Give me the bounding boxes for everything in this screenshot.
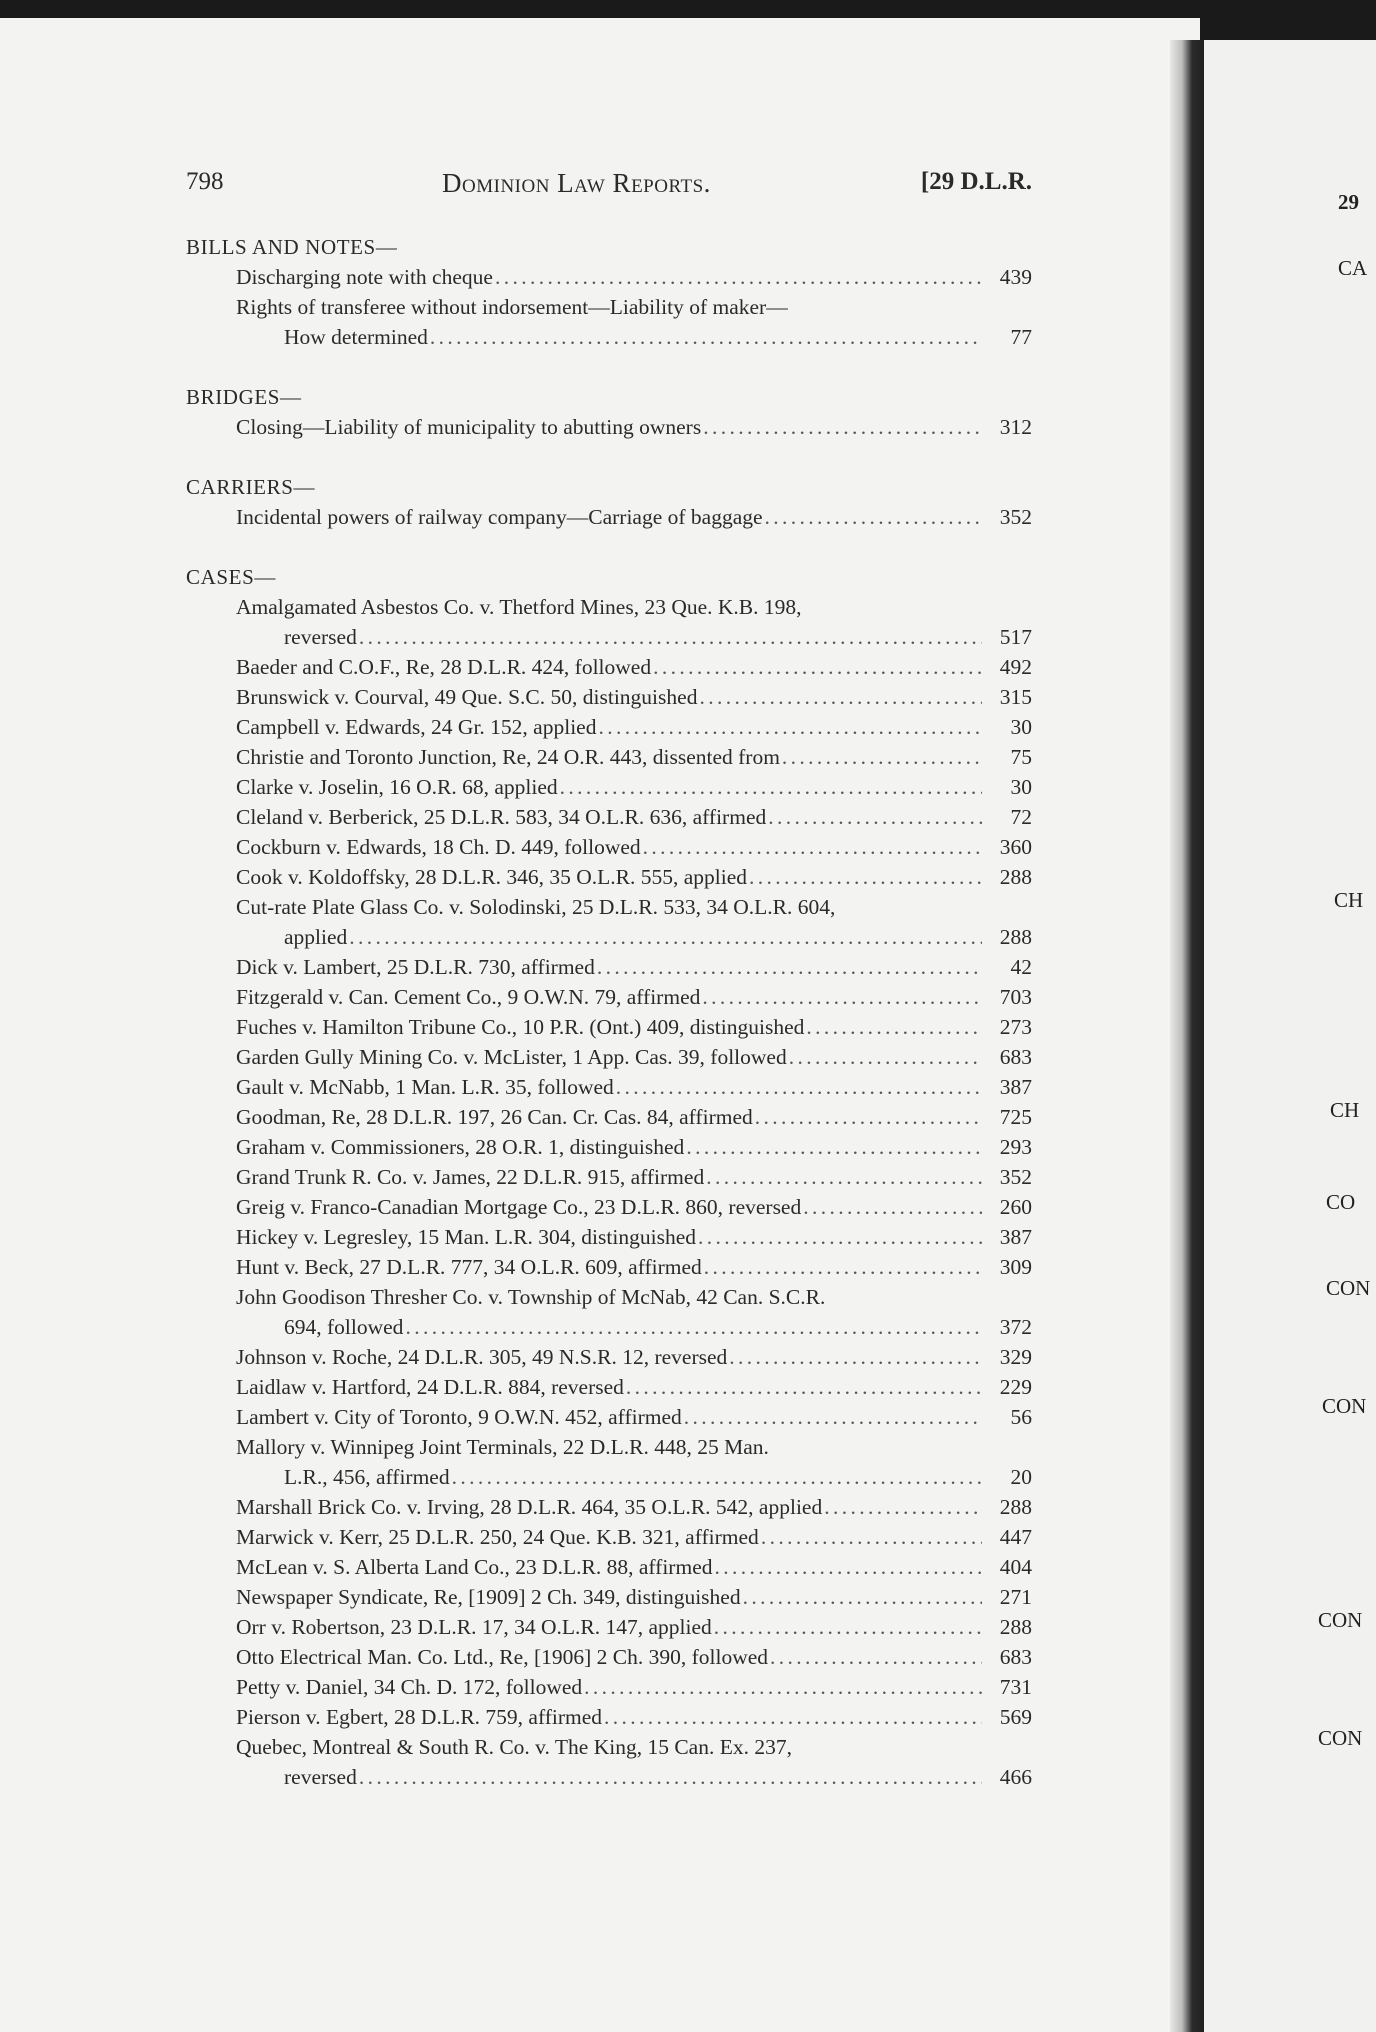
volume-reference: [29 D.L.R.	[920, 168, 1032, 195]
page-reference: 271	[999, 1585, 1032, 1609]
index-entry	[186, 832, 1032, 862]
dot-leader	[643, 832, 982, 862]
page-reference: 404	[999, 1555, 1032, 1579]
page-reference: 42	[1010, 955, 1032, 979]
right-page-fragment: CON	[1322, 1394, 1367, 1418]
page-reference: 683	[999, 1645, 1032, 1669]
index-entry	[186, 982, 1032, 1012]
dot-leader	[604, 1702, 982, 1732]
index-entry	[186, 1672, 1032, 1702]
index-entry	[186, 1582, 1032, 1612]
page-reference: 569	[999, 1705, 1032, 1729]
dot-leader	[743, 1582, 982, 1612]
index-content	[186, 232, 1032, 1822]
dot-leader	[584, 1672, 982, 1702]
page-reference: 372	[999, 1315, 1032, 1339]
dot-leader	[653, 652, 982, 682]
dot-leader	[770, 1642, 982, 1672]
entry-text: Gault v. McNabb, 1 Man. L.R. 35, followed	[236, 1075, 614, 1099]
dot-leader	[761, 1522, 982, 1552]
entry-text: Brunswick v. Courval, 49 Que. S.C. 50, distinguished	[236, 685, 698, 709]
entry-text: Amalgamated Asbestos Co. v. Thetford Mines, 23 Que. K.B. 198,	[236, 595, 802, 619]
dot-leader	[430, 322, 982, 352]
index-entry	[186, 1492, 1032, 1522]
index-entry	[186, 1162, 1032, 1192]
dot-leader	[755, 1102, 982, 1132]
entry-text: Grand Trunk R. Co. v. James, 22 D.L.R. 915, affirmed	[236, 1165, 705, 1189]
entry-text: Cleland v. Berberick, 25 D.L.R. 583, 34 O.L.R. 636, affirmed	[236, 805, 767, 829]
dot-leader	[803, 1192, 982, 1222]
index-entry	[186, 1372, 1032, 1402]
index-entry	[186, 592, 1032, 652]
dot-leader	[626, 1372, 982, 1402]
page-number: 798	[186, 168, 224, 195]
entry-text: Closing—Liability of municipality to abutting owners	[236, 415, 702, 439]
entry-text: Marwick v. Kerr, 25 D.L.R. 250, 24 Que. K.B. 321, affirmed	[236, 1525, 759, 1549]
page-reference: 30	[1010, 715, 1032, 739]
index-entry	[186, 1522, 1032, 1552]
index-entry	[186, 1732, 1032, 1792]
right-page-fragment: CH	[1330, 1098, 1360, 1122]
page-reference: 288	[999, 925, 1032, 949]
page-reference: 387	[999, 1075, 1032, 1099]
page-reference: 439	[999, 265, 1032, 289]
dot-leader	[684, 1402, 982, 1432]
entry-text-continued: L.R., 456, affirmed	[284, 1465, 450, 1489]
right-page-fragment: 29	[1338, 190, 1359, 214]
dot-leader	[699, 682, 982, 712]
dot-leader	[405, 1312, 982, 1342]
index-section	[186, 472, 1032, 532]
dot-leader	[560, 772, 982, 802]
dot-leader	[616, 1072, 982, 1102]
page-reference: 288	[999, 865, 1032, 889]
dot-leader	[598, 712, 982, 742]
right-page-fragment: CA	[1338, 256, 1368, 280]
index-entry	[186, 1612, 1032, 1642]
dot-leader	[768, 802, 982, 832]
dot-leader	[359, 622, 982, 652]
page-reference: 56	[1010, 1405, 1032, 1429]
dot-leader	[765, 502, 982, 532]
entry-text: Johnson v. Roche, 24 D.L.R. 305, 49 N.S.R. 12, reversed	[236, 1345, 728, 1369]
entry-text: Fitzgerald v. Can. Cement Co., 9 O.W.N. 79, affirmed	[236, 985, 701, 1009]
entry-text: Baeder and C.O.F., Re, 28 D.L.R. 424, followed	[236, 655, 652, 679]
page-reference: 329	[999, 1345, 1032, 1369]
entry-text: Graham v. Commissioners, 28 O.R. 1, distinguished	[236, 1135, 685, 1159]
page-reference: 352	[999, 505, 1032, 529]
dot-leader	[824, 1492, 982, 1522]
entry-text: Fuches v. Hamilton Tribune Co., 10 P.R. (Ont.) 409, distinguished	[236, 1015, 805, 1039]
entry-text: Campbell v. Edwards, 24 Gr. 152, applied	[236, 715, 597, 739]
right-page-fragment: CON	[1318, 1608, 1363, 1632]
page-reference: 77	[1010, 325, 1032, 349]
dot-leader	[729, 1342, 982, 1372]
index-entry	[186, 1282, 1032, 1342]
index-entry	[186, 1042, 1032, 1072]
index-entry	[186, 1342, 1032, 1372]
entry-text: Cockburn v. Edwards, 18 Ch. D. 449, followed	[236, 835, 641, 859]
right-page-fragment: CON	[1318, 1726, 1363, 1750]
entry-text: Quebec, Montreal & South R. Co. v. The King, 15 Can. Ex. 237,	[236, 1735, 792, 1759]
page-reference: 360	[999, 835, 1032, 859]
entry-text: Cut-rate Plate Glass Co. v. Solodinski, 25 D.L.R. 533, 34 O.L.R. 604,	[236, 895, 836, 919]
index-entry	[186, 652, 1032, 682]
index-entry	[186, 742, 1032, 772]
index-entry	[186, 1102, 1032, 1132]
page-reference: 260	[999, 1195, 1032, 1219]
page-reference: 447	[999, 1525, 1032, 1549]
right-page-fragment: CO	[1326, 1190, 1356, 1214]
page-reference: 517	[999, 625, 1032, 649]
section-heading: BILLS AND NOTES—	[186, 235, 398, 259]
index-entry	[186, 1642, 1032, 1672]
index-entry	[186, 1222, 1032, 1252]
section-heading: CARRIERS—	[186, 475, 316, 499]
entry-text: Otto Electrical Man. Co. Ltd., Re, [1906] 2 Ch. 390, followed	[236, 1645, 769, 1669]
index-entry	[186, 412, 1032, 442]
page-reference: 30	[1010, 775, 1032, 799]
entry-text: Petty v. Daniel, 34 Ch. D. 172, followed	[236, 1675, 583, 1699]
right-page-fragment: CON	[1326, 1276, 1371, 1300]
index-section	[186, 562, 1032, 1792]
dot-leader	[714, 1612, 982, 1642]
entry-text: Marshall Brick Co. v. Irving, 28 D.L.R. 464, 35 O.L.R. 542, applied	[236, 1495, 823, 1519]
entry-text-continued: 694, followed	[284, 1315, 404, 1339]
section-heading: BRIDGES—	[186, 385, 302, 409]
index-entry	[186, 892, 1032, 952]
entry-text: Lambert v. City of Toronto, 9 O.W.N. 452, affirmed	[236, 1405, 682, 1429]
entry-text-continued: How determined	[284, 325, 428, 349]
entry-text: Christie and Toronto Junction, Re, 24 O.R. 443, dissented from	[236, 745, 780, 769]
dot-leader	[359, 1762, 982, 1792]
section-heading: CASES—	[186, 565, 276, 589]
dot-leader	[706, 1162, 982, 1192]
index-entry	[186, 802, 1032, 832]
entry-text: Newspaper Syndicate, Re, [1909] 2 Ch. 349, distinguished	[236, 1585, 741, 1609]
dot-leader	[686, 1132, 982, 1162]
page-reference: 492	[999, 655, 1032, 679]
index-entry	[186, 1432, 1032, 1492]
index-entry	[186, 1132, 1032, 1162]
dot-leader	[806, 1012, 982, 1042]
entry-text: Laidlaw v. Hartford, 24 D.L.R. 884, reversed	[236, 1375, 624, 1399]
running-title: Dominion Law Reports.	[442, 168, 711, 198]
page-reference: 229	[999, 1375, 1032, 1399]
index-entry	[186, 952, 1032, 982]
index-entry	[186, 862, 1032, 892]
entry-text: Cook v. Koldoffsky, 28 D.L.R. 346, 35 O.L.R. 555, applied	[236, 865, 748, 889]
entry-text: Incidental powers of railway company—Carriage of baggage	[236, 505, 763, 529]
page-reference: 731	[999, 1675, 1032, 1699]
page-reference: 273	[999, 1015, 1032, 1039]
dot-leader	[704, 1252, 982, 1282]
entry-text: Orr v. Robertson, 23 D.L.R. 17, 34 O.L.R. 147, applied	[236, 1615, 712, 1639]
page-reference: 72	[1010, 805, 1032, 829]
entry-text-continued: reversed	[284, 625, 357, 649]
entry-text: Greig v. Franco-Canadian Mortgage Co., 23 D.L.R. 860, reversed	[236, 1195, 802, 1219]
dot-leader	[597, 952, 982, 982]
entry-text: John Goodison Thresher Co. v. Township of McNab, 42 Can. S.C.R.	[236, 1285, 826, 1309]
index-entry	[186, 1552, 1032, 1582]
page-reference: 387	[999, 1225, 1032, 1249]
entry-text: McLean v. S. Alberta Land Co., 23 D.L.R. 88, affirmed	[236, 1555, 713, 1579]
right-page-fragment: CH	[1334, 888, 1364, 912]
dot-leader	[702, 982, 982, 1012]
dot-leader	[789, 1042, 982, 1072]
entry-text: Dick v. Lambert, 25 D.L.R. 730, affirmed	[236, 955, 595, 979]
dot-leader	[349, 922, 982, 952]
index-entry	[186, 1192, 1032, 1222]
dot-leader	[495, 262, 982, 292]
dot-leader	[698, 1222, 982, 1252]
entry-text: Hickey v. Legresley, 15 Man. L.R. 304, distinguished	[236, 1225, 696, 1249]
index-entry	[186, 1702, 1032, 1732]
index-section	[186, 232, 1032, 352]
entry-text-continued: reversed	[284, 1765, 357, 1789]
index-entry	[186, 1012, 1032, 1042]
page-reference: 293	[999, 1135, 1032, 1159]
entry-text: Rights of transferee without indorsement—Liability of maker—	[236, 295, 788, 319]
page-reference: 725	[999, 1105, 1032, 1129]
page-reference: 288	[999, 1615, 1032, 1639]
dot-leader	[715, 1552, 983, 1582]
page-reference: 315	[999, 685, 1032, 709]
page-reference: 75	[1010, 745, 1032, 769]
entry-text: Goodman, Re, 28 D.L.R. 197, 26 Can. Cr. Cas. 84, affirmed	[236, 1105, 753, 1129]
index-section	[186, 382, 1032, 442]
page-reference: 20	[1010, 1465, 1032, 1489]
page-header	[186, 168, 1032, 208]
index-entry	[186, 682, 1032, 712]
index-entry	[186, 1072, 1032, 1102]
entry-text: Mallory v. Winnipeg Joint Terminals, 22 D.L.R. 448, 25 Man.	[236, 1435, 769, 1459]
page-reference: 352	[999, 1165, 1032, 1189]
index-entry	[186, 772, 1032, 802]
page-reference: 683	[999, 1045, 1032, 1069]
dot-leader	[703, 412, 982, 442]
dot-leader	[749, 862, 982, 892]
entry-text: Garden Gully Mining Co. v. McLister, 1 App. Cas. 39, followed	[236, 1045, 787, 1069]
index-entry	[186, 292, 1032, 352]
entry-text: Pierson v. Egbert, 28 D.L.R. 759, affirmed	[236, 1705, 603, 1729]
page-reference: 703	[999, 985, 1032, 1009]
index-entry	[186, 712, 1032, 742]
page-reference: 309	[999, 1255, 1032, 1279]
dot-leader	[782, 742, 982, 772]
index-entry	[186, 1402, 1032, 1432]
index-entry	[186, 1252, 1032, 1282]
entry-text: Clarke v. Joselin, 16 O.R. 68, applied	[236, 775, 558, 799]
page-reference: 466	[999, 1765, 1032, 1789]
entry-text-continued: applied	[284, 925, 348, 949]
page-reference: 288	[999, 1495, 1032, 1519]
index-entry	[186, 502, 1032, 532]
entry-text: Hunt v. Beck, 27 D.L.R. 777, 34 O.L.R. 609, affirmed	[236, 1255, 702, 1279]
dot-leader	[452, 1462, 982, 1492]
entry-text: Discharging note with cheque	[236, 265, 493, 289]
page-reference: 312	[999, 415, 1032, 439]
index-entry	[186, 262, 1032, 292]
